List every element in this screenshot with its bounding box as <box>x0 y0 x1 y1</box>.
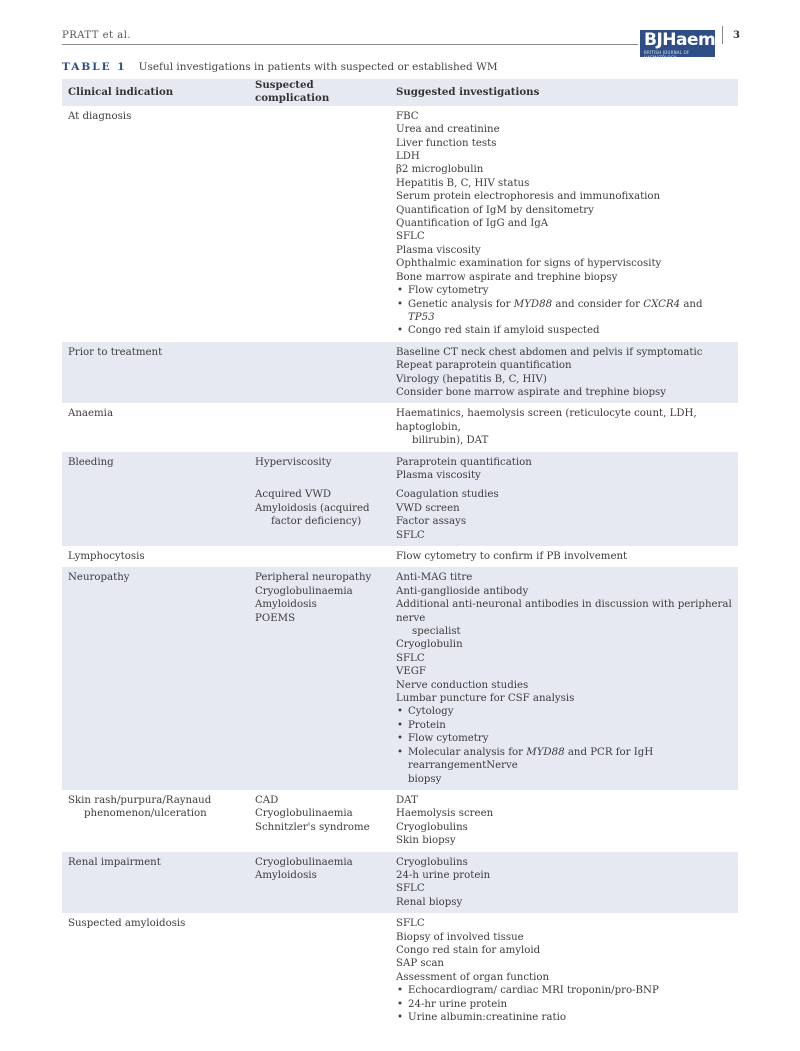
investigation-item: Assessment of organ function <box>396 971 550 983</box>
header-rule <box>62 44 638 45</box>
investigation-item: Consider bone marrow aspirate and trephine biopsy <box>396 386 667 398</box>
spacer-line <box>255 469 384 482</box>
investigation-item: Ophthalmic examination for signs of hyperviscosity <box>396 258 662 270</box>
investigation-item: Lumbar puncture for CSF analysis <box>396 693 575 705</box>
investigation-item: Plasma viscosity <box>396 469 481 481</box>
investigation-item: Congo red stain for amyloid <box>396 944 541 956</box>
investigation-item: β2 microglobulin <box>396 164 484 176</box>
indication-cell: Lymphocytosis <box>68 551 145 562</box>
complication-item: CAD <box>255 794 279 806</box>
indication-text: Skin rash/purpura/Raynaud <box>68 794 212 806</box>
table-label: TABLE 1 <box>62 61 127 73</box>
gene-name: MYD88 <box>526 746 565 758</box>
complication-cell <box>249 913 390 1028</box>
investigation-item: Additional anti-neuronal antibodies in discussion with peripheral nerve <box>396 599 732 624</box>
investigation-item: Anti-MAG titre <box>396 572 473 584</box>
investigation-item: SFLC <box>396 231 425 243</box>
column-header-complication: Suspected complication <box>249 79 390 106</box>
investigation-item: Hepatitis B, C, HIV status <box>396 177 530 189</box>
investigation-bullet: • 24-hr urine protein <box>396 998 732 1011</box>
complication-item: Amyloidosis <box>255 869 317 881</box>
indication-cell: Suspected amyloidosis <box>68 918 186 930</box>
investigation-item: Virology (hepatitis B, C, HIV) <box>396 373 547 385</box>
journal-logo <box>640 30 716 60</box>
investigation-bullet: • Protein <box>396 719 732 732</box>
table-row <box>62 790 738 852</box>
investigation-item: LDH <box>396 151 420 163</box>
investigation-item: Serum protein electrophoresis and immunofixation <box>396 191 661 203</box>
complication-item: Hyperviscosity <box>255 456 332 468</box>
investigations-cell <box>390 567 738 790</box>
investigation-bullet: • Congo red stain if amyloid suspected <box>396 324 732 337</box>
investigations-cell <box>390 452 738 546</box>
page-number-divider <box>722 26 723 44</box>
investigations-cell: Flow cytometry to confirm if PB involvement <box>396 551 628 562</box>
investigation-item: 24-h urine protein <box>396 869 491 881</box>
investigation-bullet: • Flow cytometry <box>396 284 732 297</box>
investigation-item: Haematinics, haemolysis screen (reticulocyte count, LDH, haptoglobin, <box>396 408 697 433</box>
complication-cell <box>249 790 390 852</box>
table-row <box>62 342 738 404</box>
investigations-cell <box>390 403 738 451</box>
complication-item: Amyloidosis <box>255 599 317 611</box>
investigation-item: SFLC <box>396 883 425 895</box>
indication-text-continued: phenomenon/ulceration <box>84 808 207 820</box>
bullet-text: Genetic analysis for <box>408 298 511 310</box>
running-head-author: PRATT et al. <box>62 30 132 41</box>
investigation-item: Coagulation studies <box>396 489 499 501</box>
indication-cell: Renal impairment <box>62 852 249 914</box>
indication-cell: Neuropathy <box>62 567 249 790</box>
table-row <box>62 567 738 790</box>
investigation-item: Nerve conduction studies <box>396 679 529 691</box>
complication-item: Schnitzler's syndrome <box>255 821 370 833</box>
investigation-item: SAP scan <box>396 958 444 970</box>
investigation-item-continued: bilirubin), DAT <box>412 435 489 447</box>
complication-cell <box>249 403 390 451</box>
investigation-item: Skin biopsy <box>396 835 456 847</box>
indication-cell: At diagnosis <box>68 110 132 122</box>
investigation-item: Factor assays <box>396 516 467 528</box>
investigation-item: Plasma viscosity <box>396 244 481 256</box>
logo-wordmark: BJHaem <box>644 30 716 50</box>
bullet-text: and consider for <box>555 298 641 310</box>
bullet-text: and PCR for IgH rearrangementNerve <box>408 746 654 772</box>
complication-cell <box>249 342 390 404</box>
column-header-indication: Clinical indication <box>62 79 249 106</box>
investigation-item: VWD screen <box>396 502 460 514</box>
investigation-item: DAT <box>396 794 418 806</box>
investigation-item: SFLC <box>396 918 425 930</box>
indication-cell: Bleeding <box>62 452 249 546</box>
logo-subtitle: BRITISH JOURNAL OF HAEMATOLOGY <box>644 50 690 60</box>
investigations-cell <box>390 790 738 852</box>
complication-cell <box>249 452 390 546</box>
investigation-item: Bone marrow aspirate and trephine biopsy <box>396 271 618 283</box>
complication-item: Cryoglobulinaemia <box>255 808 353 820</box>
investigation-item: Renal biopsy <box>396 896 463 908</box>
investigation-item: Cryoglobulin <box>396 639 463 651</box>
complication-item: Cryoglobulinaemia <box>255 585 353 597</box>
investigation-item: Biopsy of involved tissue <box>396 931 524 943</box>
bullet-text: Molecular analysis for <box>408 746 524 758</box>
complication-cell <box>249 106 390 342</box>
table-row <box>62 452 738 546</box>
complication-item: Cryoglobulinaemia <box>255 856 353 868</box>
table-row <box>62 106 738 342</box>
investigation-item: Liver function tests <box>396 137 497 149</box>
table-row <box>62 403 738 451</box>
table-caption <box>62 61 498 73</box>
complication-cell <box>249 546 390 567</box>
investigation-item: SFLC <box>396 529 425 541</box>
investigation-item: Urea and creatinine <box>396 124 500 136</box>
investigation-item: Baseline CT neck chest abdomen and pelvis if symptomatic <box>396 346 703 358</box>
investigations-table <box>62 79 738 1028</box>
gene-name: TP53 <box>408 311 435 323</box>
investigations-cell <box>390 913 738 1028</box>
bullet-text-continued: biopsy <box>408 773 442 785</box>
investigations-cell <box>390 342 738 404</box>
complication-item-continued: factor deficiency) <box>271 516 362 528</box>
table-row <box>62 852 738 914</box>
table-header-row <box>62 79 738 106</box>
investigation-item: Cryoglobulins <box>396 821 468 833</box>
table-row <box>62 913 738 1028</box>
complication-item: Amyloidosis (acquired <box>255 502 370 514</box>
investigation-item: Repeat paraprotein quantification <box>396 360 572 372</box>
investigation-item: Quantification of IgG and IgA <box>396 218 549 230</box>
investigations-cell <box>390 852 738 914</box>
investigation-item: Cryoglobulins <box>396 856 468 868</box>
investigation-item: Haemolysis screen <box>396 808 494 820</box>
investigation-bullet: • Urine albumin:creatinine ratio <box>396 1011 732 1024</box>
indication-cell: Prior to treatment <box>62 342 249 404</box>
investigation-item: VEGF <box>396 666 427 678</box>
complication-item: Peripheral neuropathy <box>255 572 372 584</box>
investigation-item: Quantification of IgM by densitometry <box>396 204 594 216</box>
investigation-item: SFLC <box>396 652 425 664</box>
investigation-item: FBC <box>396 110 419 122</box>
indication-cell <box>62 790 249 852</box>
page-number: 3 <box>733 30 740 41</box>
investigation-item: Anti-ganglioside antibody <box>396 585 529 597</box>
complication-cell <box>249 852 390 914</box>
gene-name: CXCR4 <box>643 298 681 310</box>
column-header-investigations: Suggested investigations <box>390 79 738 106</box>
investigation-item: Paraprotein quantification <box>396 456 532 468</box>
investigation-bullet: • Echocardiogram/ cardiac MRI troponin/pro-BNP <box>396 984 732 997</box>
table-title: Useful investigations in patients with suspected or established WM <box>138 61 498 73</box>
bullet-text: and <box>683 298 703 310</box>
complication-cell <box>249 567 390 790</box>
investigation-bullet <box>396 298 732 325</box>
investigations-cell <box>390 106 738 342</box>
complication-item: Acquired VWD <box>255 489 332 501</box>
investigation-bullet <box>396 746 732 786</box>
indication-cell: Anaemia <box>68 408 114 420</box>
investigation-bullet: • Cytology <box>396 705 732 718</box>
gene-name: MYD88 <box>513 298 553 310</box>
table-row <box>62 546 738 567</box>
complication-item: POEMS <box>255 612 296 624</box>
investigation-bullet: • Flow cytometry <box>396 732 732 745</box>
investigation-item-continued: specialist <box>412 626 461 638</box>
